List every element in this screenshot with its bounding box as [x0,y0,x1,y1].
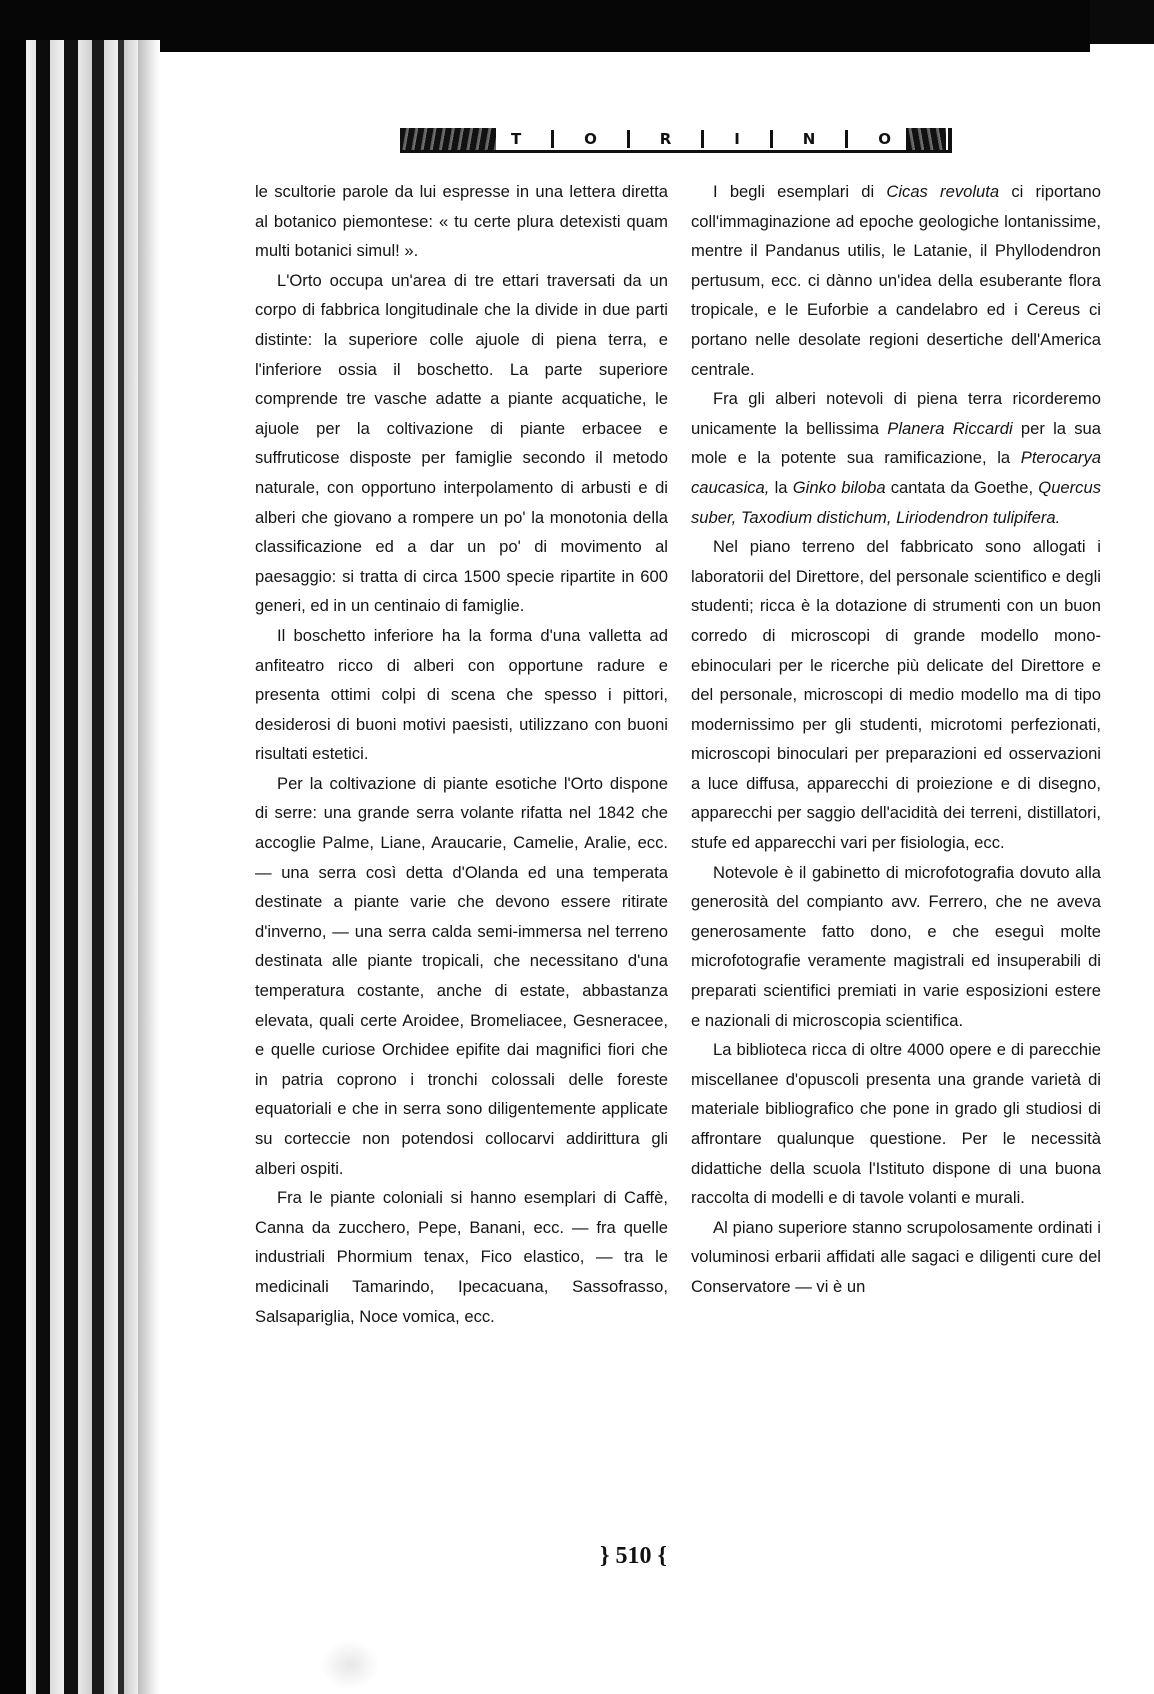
running-head-end-bar [948,128,952,150]
running-head-separator [551,130,554,148]
species-name: Pterocarya caucasica, [691,448,1101,497]
paragraph: Al piano superiore stanno scrupolosamente ordinati i voluminosi erbarii affidati alle sagaci e diligenti cure del Conservatore — vi è un [691,1217,1101,1296]
running-head-separator [701,130,704,148]
text-run: la [769,477,793,497]
right-column [691,177,1101,1302]
running-head-ornament-right [906,128,946,150]
page-number: } 510 { [600,1543,667,1569]
paragraph: le scultorie parole da lui espresse in una lettera diretta al botanico piemontese: « tu certe plura detexisti quam multi botanici simul! ». [255,182,668,261]
paragraph: Fra le piante coloniali si hanno esemplari di Caffè, Canna da zucchero, Pepe, Banani, ecc. — fra quelle industriali Phormium tenax, Fico elastico, — tra le medicinali Tamarindo, Ipecacuana, Sassofrasso, Salsapariglia, Noce vomica, ecc. [255,1188,668,1326]
scan-top-shadow [0,0,1090,52]
paragraph: Notevole è il gabinetto di microfotografia dovuto alla generosità del compianto avv. Ferrero, che ne aveva generosamente fatto dono, e che eseguì molte microfotografie veramente magistrali ed insuperabili di preparati scientifici premiati in varie esposizioni estere e nazionali di microscopia scientifica. [691,862,1101,1030]
scan-top-shadow-right [1090,0,1154,44]
running-head-letter: R [659,130,672,148]
paragraph: Per la coltivazione di piante esotiche l'Orto dispone di serre: una grande serra volante rifatta nel 1842 che accoglie Palme, Liane, Araucarie, Camelie, Aralie, ecc. — una serra così detta d'Olanda ed una temperata destinate a piante varie che devono essere ritirate d'inverno, — una serra calda semi-immersa nel terreno destinata alle piante tropicali, che necessitano d'una temperatura costante, anche di estate, abbastanza elevata, quali certe Aroidee, Bromeliacee, Gesneracee, e quelle curiose Orchidee epifite dai magnifici fiori che in patria coprono i tronchi colossali delle foreste equatoriali e che in serra sono diligentemente applicate su corteccie non potendosi collocarvi addirittura gli alberi ospiti. [255,773,668,1178]
paragraph [691,177,1101,384]
running-head-letter: N [802,130,816,148]
running-head-letter: O [878,130,891,148]
text-run: I begli esemplari di [713,182,887,201]
text-run: Fra gli alberi notevoli di piena terra ricorderemo unicamente la bellissima [691,389,1101,438]
left-column [255,177,668,1331]
scan-smudge [320,1640,380,1690]
text-run: per la sua mole e la potente sua ramificazione, la [691,418,1101,468]
running-head-separator [770,130,773,148]
species-name: Cicas revoluta [886,182,1000,201]
running-head-separator [627,130,630,148]
paragraph: La biblioteca ricca di oltre 4000 opere e di parecchie miscellanee d'opuscoli presenta una grande varietà di materiale bibliografico che pone in grado gli studiosi di affrontare qualunque questione. Per le necessità didattiche della scuola l'Istituto dispone di una buona raccolta di modelli e di tavole volanti e murali. [691,1040,1101,1208]
book-page-edges [0,40,160,1694]
paragraph: L'Orto occupa un'area di tre ettari traversati da un corpo di fabbrica longitudinale che la divide in due parti distinte: la superiore colle ajuole di piena terra, e l'inferiore ossia il boschetto. La parte superiore comprende tre vasche adatte a piante acquatiche, le ajuole per la coltivazione di piante erbacee e suffruticose disposte per famiglie secondo il metodo naturale, con opportuno interpolamento di arbusti e di alberi che giovano a rompere un po' la monotonia della classificazione ed a dar un po' di movimento al paesaggio: si tratta di circa 1500 specie ripartite in 600 generi, ed in un centinaio di famiglie. [255,270,668,616]
text-run: ci riportano coll'immaginazione ad epoche geologiche lontanissime, mentre il Pandanus utilis, le Latanie, il Phyllodendron pertusum, ecc. ci dànno un'idea della esuberante flora tropicale, e le Euforbie a candelabro ed i Cereus ci portano nelle desolate regioni desertiche dell'America centrale. [691,182,1102,379]
species-name: Quercus suber, Taxodium distichum, Liriodendron tulipifera. [691,477,1102,527]
running-head-letter: I [734,130,740,148]
running-head-ornament-left [400,128,496,150]
paragraph [691,384,1101,532]
species-name: Ginko biloba [792,477,886,497]
paragraph: Nel piano terreno del fabbricato sono allogati i laboratorii del Direttore, del personale scientifico e degli studenti; ricca è la dotazione di strumenti con un buon corredo di microscopi di grande modello mono-ebinoculari per le ricerche più delicate del Direttore e del personale, microscopi di medio modello ma di tipo modernissimo per gli studenti, microtomi perfezionati, microscopi binoculari per preparazioni ed osservazioni a luce diffusa, apparecchi di proiezione e di disegno, apparecchi per saggio dell'acidità dei terreni, distillatori, stufe ed apparecchi vari per fisiologia, ecc. [691,537,1101,853]
text-run: cantata da Goethe, [885,477,1039,497]
paragraph: Il boschetto inferiore ha la forma d'una valletta ad anfiteatro ricco di alberi con opportune radure e presenta ottimi colpi di scena che spesso i pittori, desiderosi di buoni motivi paesisti, utilizzano con buoni risultati estetici. [255,625,668,764]
running-head-title [496,128,906,150]
running-head [400,128,952,153]
species-name: Planera Riccardi [887,418,1013,438]
running-head-letter: T [510,130,522,148]
running-head-separator [845,130,848,148]
running-head-letter: O [584,130,597,148]
